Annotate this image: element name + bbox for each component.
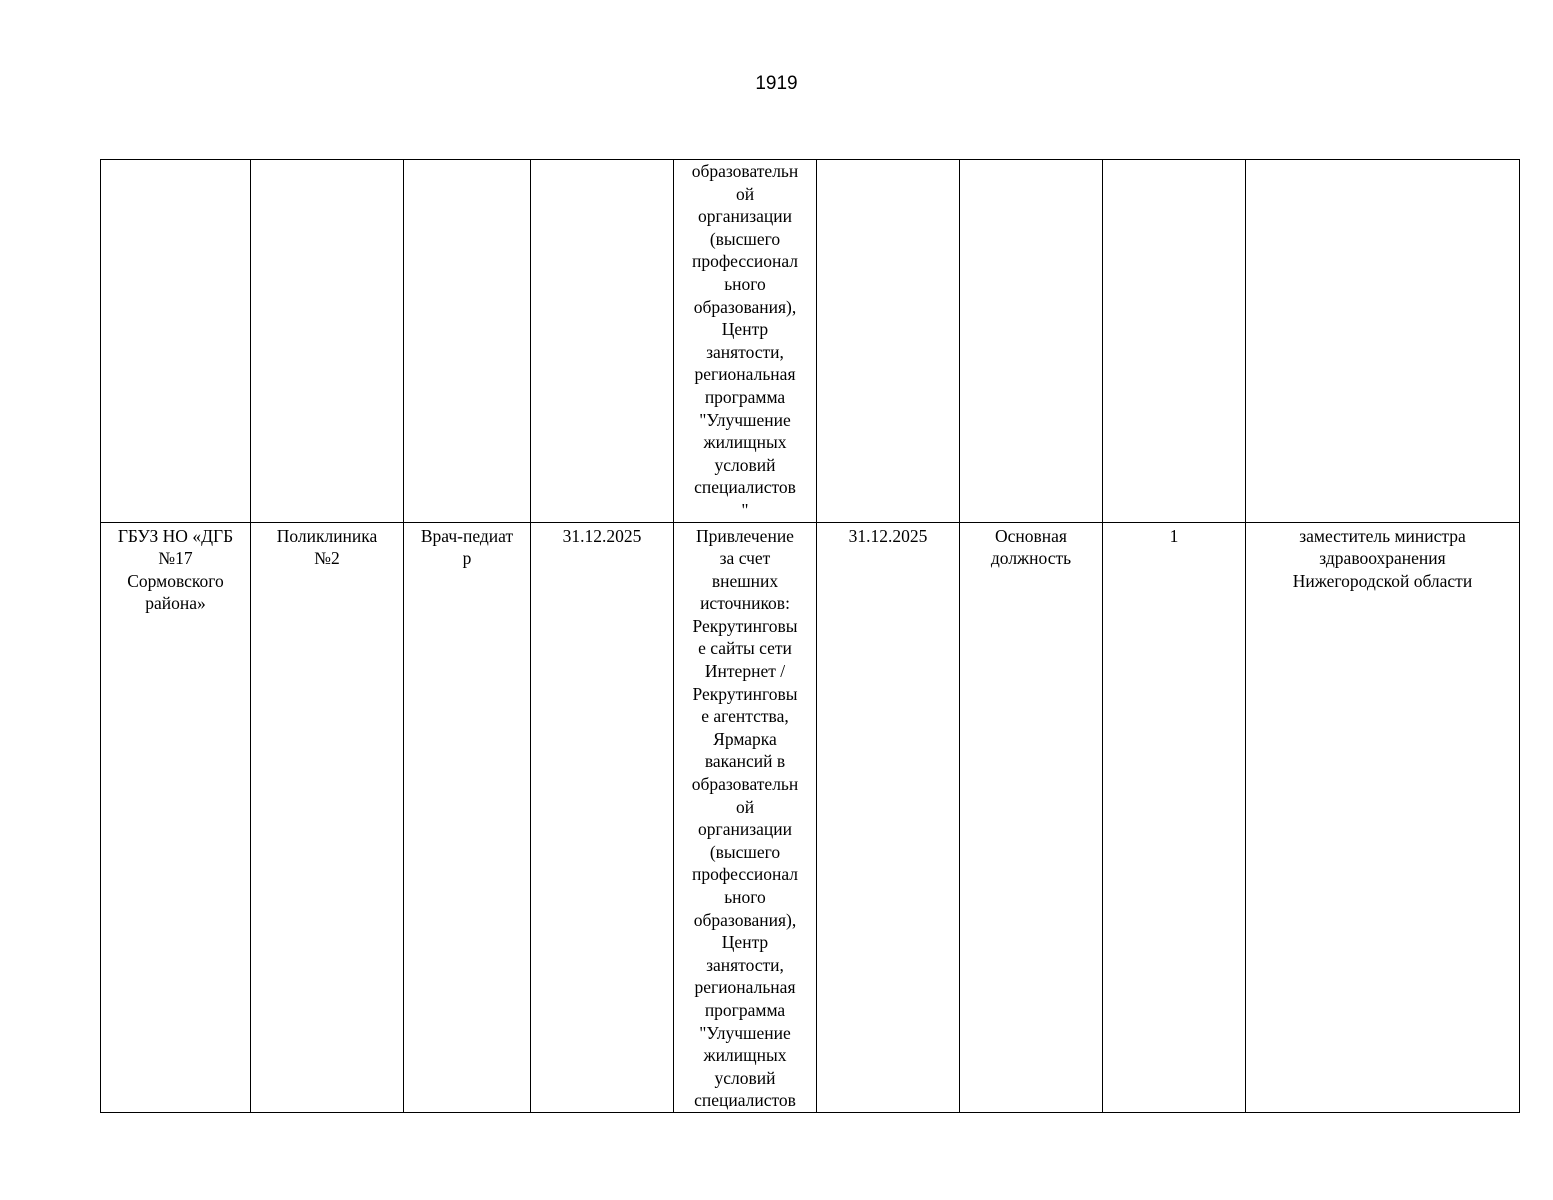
cell-position-type: Основная должность (960, 522, 1103, 1112)
vacancy-table (100, 159, 1520, 1113)
cell-date-2 (817, 160, 960, 523)
table-row (101, 160, 1520, 523)
cell-method: образовательн ой организации (высшего профессионал ьного образования), Центр занятости, региональная программа "Улучшение жилищных условий специалистов " (674, 160, 817, 523)
page-number: 1919 (755, 73, 798, 94)
cell-responsible (1246, 160, 1520, 523)
cell-date-1 (531, 160, 674, 523)
cell-count (1103, 160, 1246, 523)
cell-position: Врач-педиат р (404, 522, 531, 1112)
cell-count: 1 (1103, 522, 1246, 1112)
cell-position-type (960, 160, 1103, 523)
cell-organization: ГБУЗ НО «ДГБ №17 Сормовского района» (101, 522, 251, 1112)
cell-organization (101, 160, 251, 523)
cell-date-1: 31.12.2025 (531, 522, 674, 1112)
table-row (101, 522, 1520, 1112)
cell-date-2: 31.12.2025 (817, 522, 960, 1112)
cell-method: Привлечение за счет внешних источников: Рекрутинговы е сайты сети Интернет / Рекрутинговы е агентства, Ярмарка вакансий в образовательн ой организации (высшего профессионал ьного образования), Центр занятости, региональная программа "Улучшение жилищных условий специалистов (674, 522, 817, 1112)
cell-responsible: заместитель министра здравоохранения Нижегородской области (1246, 522, 1520, 1112)
cell-department: Поликлиника №2 (251, 522, 404, 1112)
cell-department (251, 160, 404, 523)
cell-position (404, 160, 531, 523)
